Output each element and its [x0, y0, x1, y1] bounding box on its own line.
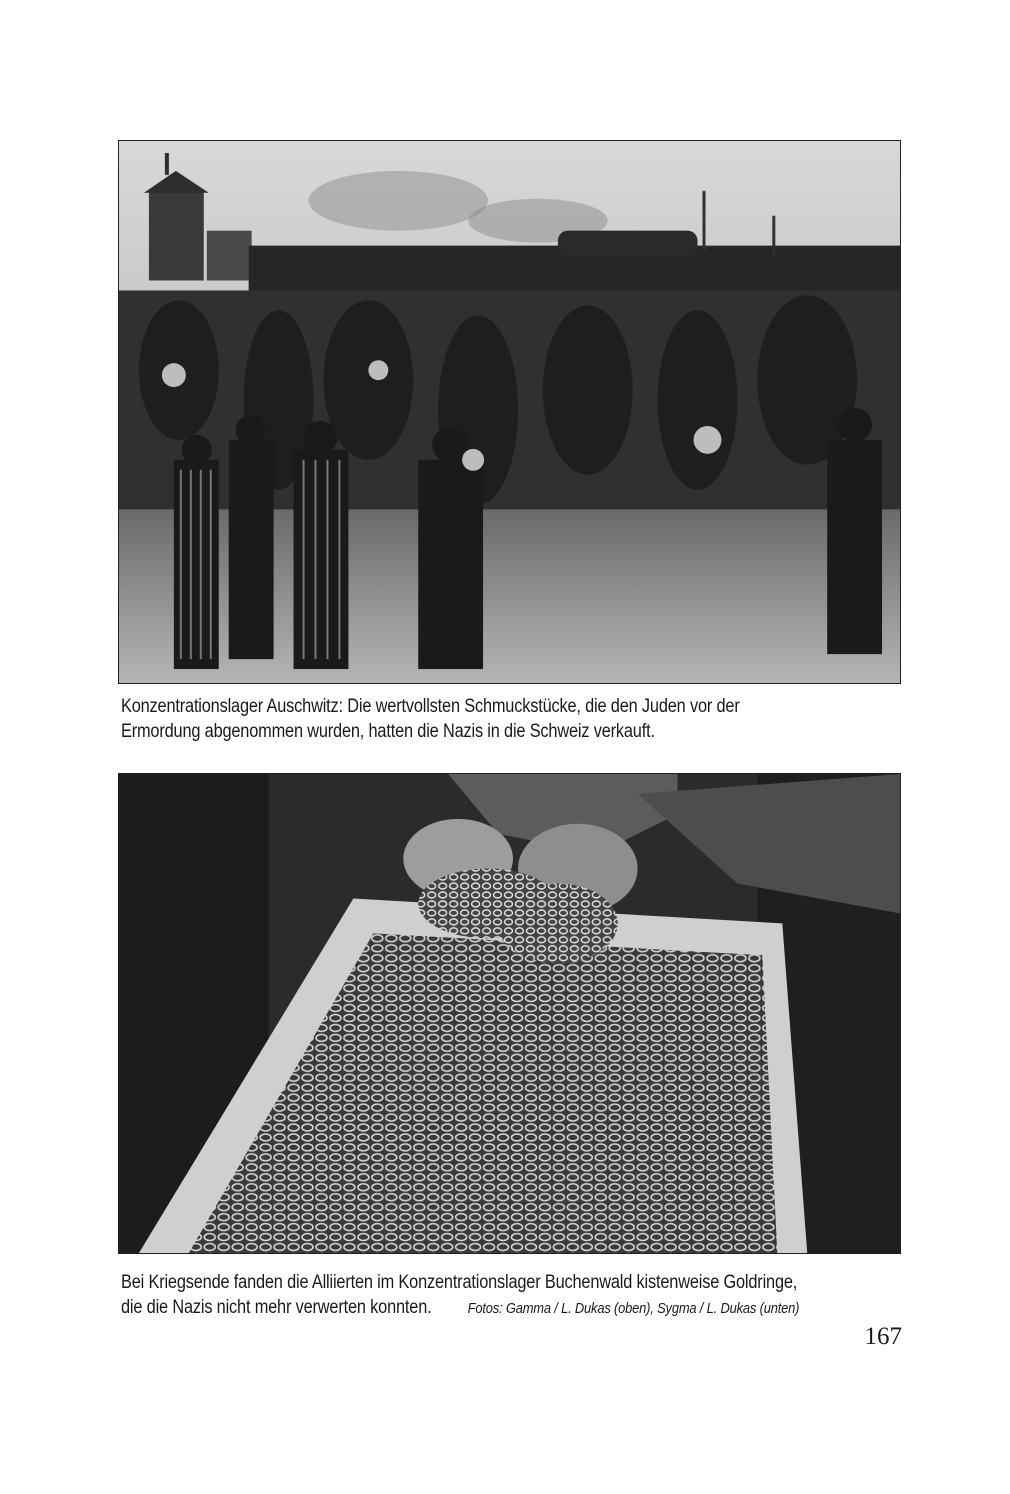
caption-auschwitz [121, 694, 740, 744]
caption-auschwitz-line-2: Ermordung abgenommen wurden, hatten die Nazis in die Schweiz verkauft. [121, 721, 655, 742]
caption-buchenwald [121, 1270, 799, 1321]
photo-credit: Fotos: Gamma / L. Dukas (oben), Sygma / L. Dukas (unten) [467, 1300, 800, 1317]
caption-buchenwald-line-1: Bei Kriegsende fanden die Alliierten im Konzentrationslager Buchenwald kistenweise Goldringe, [121, 1272, 798, 1293]
photo-buchenwald-rings-graphic [119, 774, 900, 1253]
caption-buchenwald-line-2-text: die die Nazis nicht mehr verwerten konnten. [121, 1297, 432, 1318]
page-number: 167 [864, 1323, 902, 1350]
caption-buchenwald-line-2 [121, 1295, 799, 1321]
photo-auschwitz-ramp [118, 140, 901, 684]
caption-auschwitz-line-1: Konzentrationslager Auschwitz: Die wertvollsten Schmuckstücke, die den Juden vor der [121, 696, 740, 717]
photo-auschwitz-ramp-graphic [119, 141, 900, 683]
photo-buchenwald-rings [118, 773, 901, 1254]
